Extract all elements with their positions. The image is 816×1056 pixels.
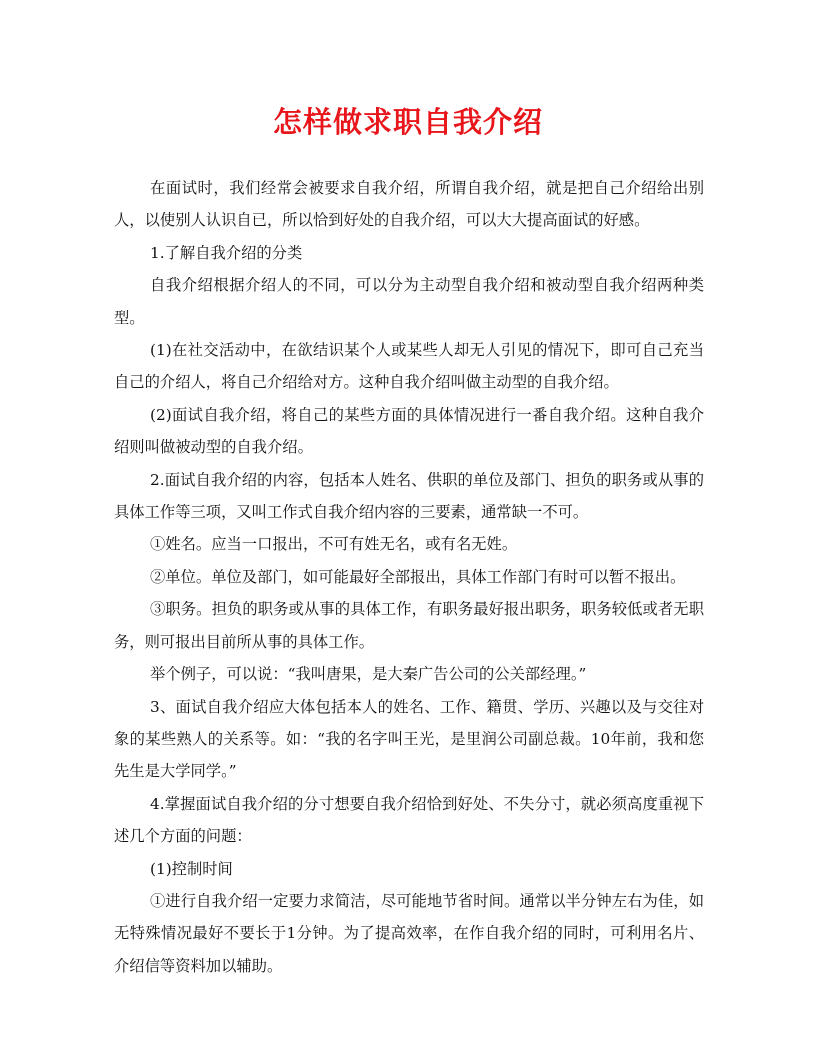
body-paragraph: 在面试时，我们经常会被要求自我介绍，所谓自我介绍，就是把自己介绍给出别人，以使别人认识自已，所以恰到好处的自我介绍，可以大大提高面试的好感。: [114, 179, 704, 230]
body-paragraph: 举个例子，可以说：“我叫唐果，是大秦广告公司的公关部经理。”: [150, 665, 587, 684]
body-paragraph: (2)面试自我介绍，将自己的某些方面的具体情况进行一番自我介绍。这种自我介绍则叫做被动型的自我介绍。: [114, 405, 704, 457]
body-paragraph: 自我介绍根据介绍人的不同，可以分为主动型自我介绍和被动型自我介绍两种类型。: [114, 276, 704, 327]
section-heading: 1.了解自我介绍的分类: [150, 243, 303, 262]
document-title: 怎样做求职自我介绍: [272, 105, 543, 139]
list-item: ②单位。单位及部门，如可能最好全部报出，具体工作部门有时可以暂不报出。: [150, 567, 686, 586]
section-heading: (1)控制时间: [150, 859, 233, 878]
list-item: ①进行自我介绍一定要力求简洁，尽可能地节省时间。通常以半分钟左右为佳，如无特殊情况最好不要长于1分钟。为了提高效率，在作自我介绍的同时，可利用名片、介绍信等资料加以辅助。: [114, 891, 704, 975]
body-paragraph: 2.面试自我介绍的内容，包括本人姓名、供职的单位及部门、担负的职务或从事的具体工作等三项，又叫工作式自我介绍内容的三要素，通常缺一不可。: [114, 470, 704, 522]
body-paragraph: 3、面试自我介绍应大体包括本人的姓名、工作、籍贯、学历、兴趣以及与交往对象的某些熟人的关系等。如：“我的名字叫王光，是里润公司副总裁。10年前，我和您先生是大学同学。”: [114, 697, 704, 781]
list-item: ①姓名。应当一口报出，不可有姓无名，或有名无姓。: [150, 535, 518, 554]
list-item: ③职务。担负的职务或从事的具体工作，有职务最好报出职务，职务较低或者无职务，则可报出目前所从事的具体工作。: [114, 600, 704, 651]
body-paragraph: (1)在社交活动中，在欲结识某个人或某些人却无人引见的情况下，即可自己充当自己的介绍人，将自己介绍给对方。这种自我介绍叫做主动型的自我介绍。: [114, 341, 704, 392]
body-paragraph: 4.掌握面试自我介绍的分寸想要自我介绍恰到好处、不失分寸，就必须高度重视下述几个方面的问题：: [114, 794, 704, 846]
document-body: [114, 172, 704, 982]
